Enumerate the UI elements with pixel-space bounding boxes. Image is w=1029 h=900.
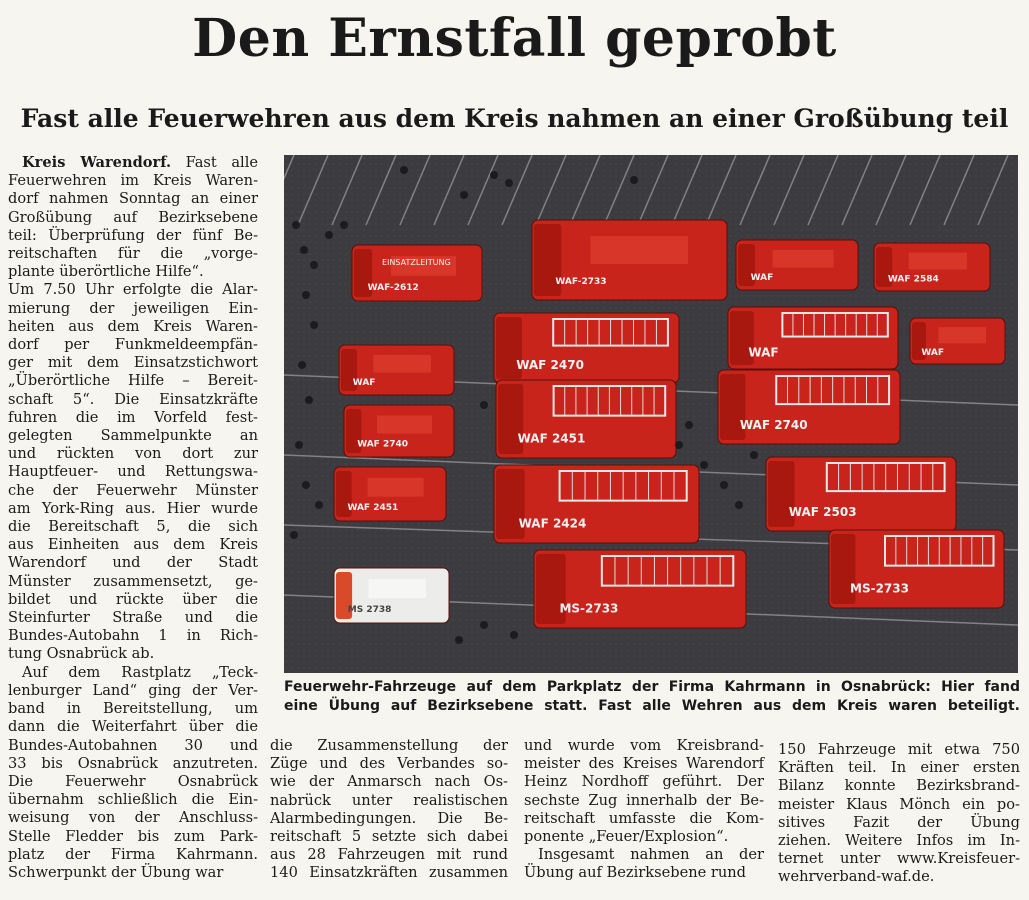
vehicle-label: WAF xyxy=(352,378,376,388)
photo-fire-trucks xyxy=(284,155,1018,673)
person xyxy=(302,481,310,489)
text-line: Münster zusammensetzt, ge- xyxy=(8,572,258,590)
text-line: ziehen. Weitere Infos im In- xyxy=(778,832,1020,850)
text-line: und wurde vom Kreisbrand- xyxy=(524,737,764,754)
person xyxy=(295,441,303,449)
text-line: am York-Ring aus. Hier wurde xyxy=(8,499,258,517)
person xyxy=(455,636,463,644)
person xyxy=(675,441,683,449)
person xyxy=(340,221,348,229)
person xyxy=(480,621,488,629)
vehicle-label: WAF 2451 xyxy=(517,431,586,446)
text-line: 33 bis Osnabrück anzutreten. xyxy=(8,754,258,772)
text-line: dorf per Funkmeldeempfän- xyxy=(8,336,258,354)
text-line: dorf nahmen Sonntag an einer xyxy=(8,190,258,208)
text-line: meister des Kreises Warendorf xyxy=(524,755,764,773)
text-line: aus Einheiten aus dem Kreis xyxy=(8,536,258,554)
person xyxy=(505,179,513,187)
vehicle-label: WAF 2740 xyxy=(357,439,409,450)
ambulance xyxy=(334,568,449,623)
text-line: reitschaften für die „vorge- xyxy=(8,245,258,263)
text-line: schaft 5“. Die Einsatzkräfte xyxy=(8,390,258,408)
person xyxy=(750,451,758,459)
text-line xyxy=(8,154,258,172)
text-line: Die Feuerwehr Osnabrück xyxy=(8,772,258,790)
fire-truck xyxy=(718,370,900,444)
fire-truck xyxy=(339,345,454,395)
person xyxy=(302,291,310,299)
photo-illustration xyxy=(284,155,1018,673)
text-line: Züge und des Verbandes so- xyxy=(270,755,508,773)
text-line: Feuerwehr-Fahrzeuge auf dem Parkplatz der Firma Kahrmann in Osnabrück: Hier fand xyxy=(284,679,1020,695)
vehicle-label: WAF 2424 xyxy=(518,516,587,531)
text-line: teil: Überprüfung der fünf Be- xyxy=(8,226,258,244)
text-line: Schwerpunkt der Übung war xyxy=(8,863,224,881)
text-line: Bundes-Autobahnen 30 und xyxy=(8,736,258,754)
vehicle-label: EINSATZLEITUNG xyxy=(382,258,451,267)
article-column-3 xyxy=(524,737,764,883)
fire-truck xyxy=(352,245,482,301)
vehicle-label: MS-2733 xyxy=(850,581,909,596)
text-line: 140 Einsatzkräften zusammen xyxy=(270,864,508,882)
person xyxy=(298,361,306,369)
text-line: übernahm schließlich die Ein- xyxy=(8,791,258,809)
text-line: fuhren die im Vorfeld fest- xyxy=(8,408,258,426)
text-line: Heinz Nordhoff geführt. Der xyxy=(524,773,764,791)
text-line: Warendorf und der Stadt xyxy=(8,554,258,572)
text-line: ponente „Feuer/Explosion“. xyxy=(524,828,729,846)
vehicle-label: WAF-2733 xyxy=(555,277,607,287)
fire-truck xyxy=(534,550,746,628)
text-line: plante überörtliche Hilfe“. xyxy=(8,263,204,281)
person xyxy=(735,501,743,509)
person xyxy=(290,531,298,539)
person xyxy=(315,501,323,509)
text-line: tung Osnabrück ab. xyxy=(8,645,155,663)
vehicle-label: WAF 2470 xyxy=(516,358,584,372)
vehicle-label: WAF-2612 xyxy=(367,282,419,293)
text-line: Bundes-Autobahn 1 in Rich- xyxy=(8,627,258,645)
text-line: heiten aus dem Kreis Waren- xyxy=(8,317,258,335)
fire-truck xyxy=(728,307,898,369)
text-line: ger mit dem Einsatzstichwort xyxy=(8,354,258,372)
text-line: Um 7.50 Uhr erfolgte die Alar- xyxy=(8,281,258,299)
vehicle-label: WAF xyxy=(750,273,774,283)
person xyxy=(292,221,300,229)
person xyxy=(310,261,318,269)
fire-truck xyxy=(910,318,1005,364)
text-line: die Bereitschaft 5, die sich xyxy=(8,518,258,536)
text-line: reitschaft umfasste die Kom- xyxy=(524,809,764,827)
photo-caption xyxy=(284,678,1020,716)
text-line: Stelle Fledder bis zum Park- xyxy=(8,827,258,845)
fire-truck xyxy=(494,465,699,543)
text-line: eine Übung auf Bezirksebene statt. Fast alle Wehren aus dem Kreis waren beteiligt. xyxy=(284,698,1020,714)
person xyxy=(460,191,468,199)
text-line: aus 28 Fahrzeugen mit rund xyxy=(270,846,508,864)
person xyxy=(510,631,518,639)
vehicle-label: WAF 2451 xyxy=(347,503,399,514)
person xyxy=(300,246,308,254)
article-subheadline: Fast alle Feuerwehren aus dem Kreis nahmen an einer Großübung teil xyxy=(20,104,1009,133)
text-line: Großübung auf Bezirksebene xyxy=(8,208,258,226)
fire-truck xyxy=(829,530,1004,608)
text-line-rest: Fast alle xyxy=(171,154,259,171)
person xyxy=(480,401,488,409)
text-line: band in Bereitstellung, um xyxy=(8,700,258,718)
person xyxy=(325,231,333,239)
text-line: und rückten von dort zur xyxy=(8,445,258,463)
text-line: meister Klaus Mönch ein po- xyxy=(778,795,1020,813)
text-line: dann die Weiterfahrt über die xyxy=(8,718,258,736)
vehicle-label: MS 2738 xyxy=(347,605,392,615)
vehicle-label: WAF xyxy=(921,347,945,358)
text-line: Bilanz konnte Bezirksbrand- xyxy=(778,777,1020,795)
article-column-2 xyxy=(270,737,508,883)
article-headline: Den Ernstfall geprobt xyxy=(192,8,837,69)
fire-truck xyxy=(496,380,676,458)
text-line: che der Feuerwehr Münster xyxy=(8,481,258,499)
vehicle-label: WAF 2503 xyxy=(788,505,857,520)
text-line: reitschaft 5 setzte sich dabei xyxy=(270,828,508,846)
vehicle-label: WAF xyxy=(748,345,779,360)
person xyxy=(700,461,708,469)
text-line: Kräften teil. In einer ersten xyxy=(778,759,1020,777)
text-line: Feuerwehren im Kreis Waren- xyxy=(8,172,258,190)
dateline: Kreis Warendorf. xyxy=(22,154,172,171)
vehicle-label: MS-2733 xyxy=(559,601,619,616)
person xyxy=(310,321,318,329)
fire-truck xyxy=(532,220,727,300)
person xyxy=(490,171,498,179)
fire-truck xyxy=(766,457,956,531)
vehicle-label: WAF 2740 xyxy=(739,418,808,433)
text-line: Auf dem Rastplatz „Teck- xyxy=(22,663,258,681)
person xyxy=(685,421,693,429)
text-line: wie der Anmarsch nach Os- xyxy=(270,773,508,791)
fire-truck xyxy=(736,240,858,290)
text-line: „Überörtliche Hilfe – Bereit- xyxy=(8,372,258,390)
text-line: 150 Fahrzeuge mit etwa 750 xyxy=(778,741,1020,758)
vehicle-label: WAF 2584 xyxy=(887,274,939,285)
text-line: platz der Firma Kahrmann. xyxy=(8,845,258,863)
fire-truck xyxy=(334,467,446,521)
text-line: Insgesamt nahmen an der xyxy=(538,846,764,864)
article-column-1 xyxy=(8,154,258,882)
text-line: wehrverband-waf.de. xyxy=(778,868,935,886)
text-line: die Zusammenstellung der xyxy=(270,737,508,754)
fire-truck xyxy=(344,405,454,457)
text-line: sitives Fazit der Übung xyxy=(778,813,1020,831)
text-line: Alarmbedingungen. Die Be- xyxy=(270,809,508,827)
person xyxy=(720,481,728,489)
text-line: mierung der jeweiligen Ein- xyxy=(8,299,258,317)
text-line: ternet unter www.Kreisfeuer- xyxy=(778,850,1020,868)
person xyxy=(305,396,313,404)
fire-truck xyxy=(494,313,679,383)
fire-truck xyxy=(874,243,990,291)
text-line: sechste Zug innerhalb der Be- xyxy=(524,791,764,809)
text-line: bildet und rückte über die xyxy=(8,590,258,608)
person xyxy=(630,176,638,184)
text-line: Hauptfeuer- und Rettungswa- xyxy=(8,463,258,481)
article-column-4 xyxy=(778,741,1020,887)
text-line: weisung von der Anschluss- xyxy=(8,809,258,827)
text-line: lenburger Land“ ging der Ver- xyxy=(8,681,258,699)
text-line: Übung auf Bezirksebene rund xyxy=(524,864,746,882)
text-line: gelegten Sammelpunkte an xyxy=(8,427,258,445)
text-line: nabrück unter realistischen xyxy=(270,791,508,809)
text-line: Steinfurter Straße und die xyxy=(8,609,258,627)
person xyxy=(400,166,408,174)
